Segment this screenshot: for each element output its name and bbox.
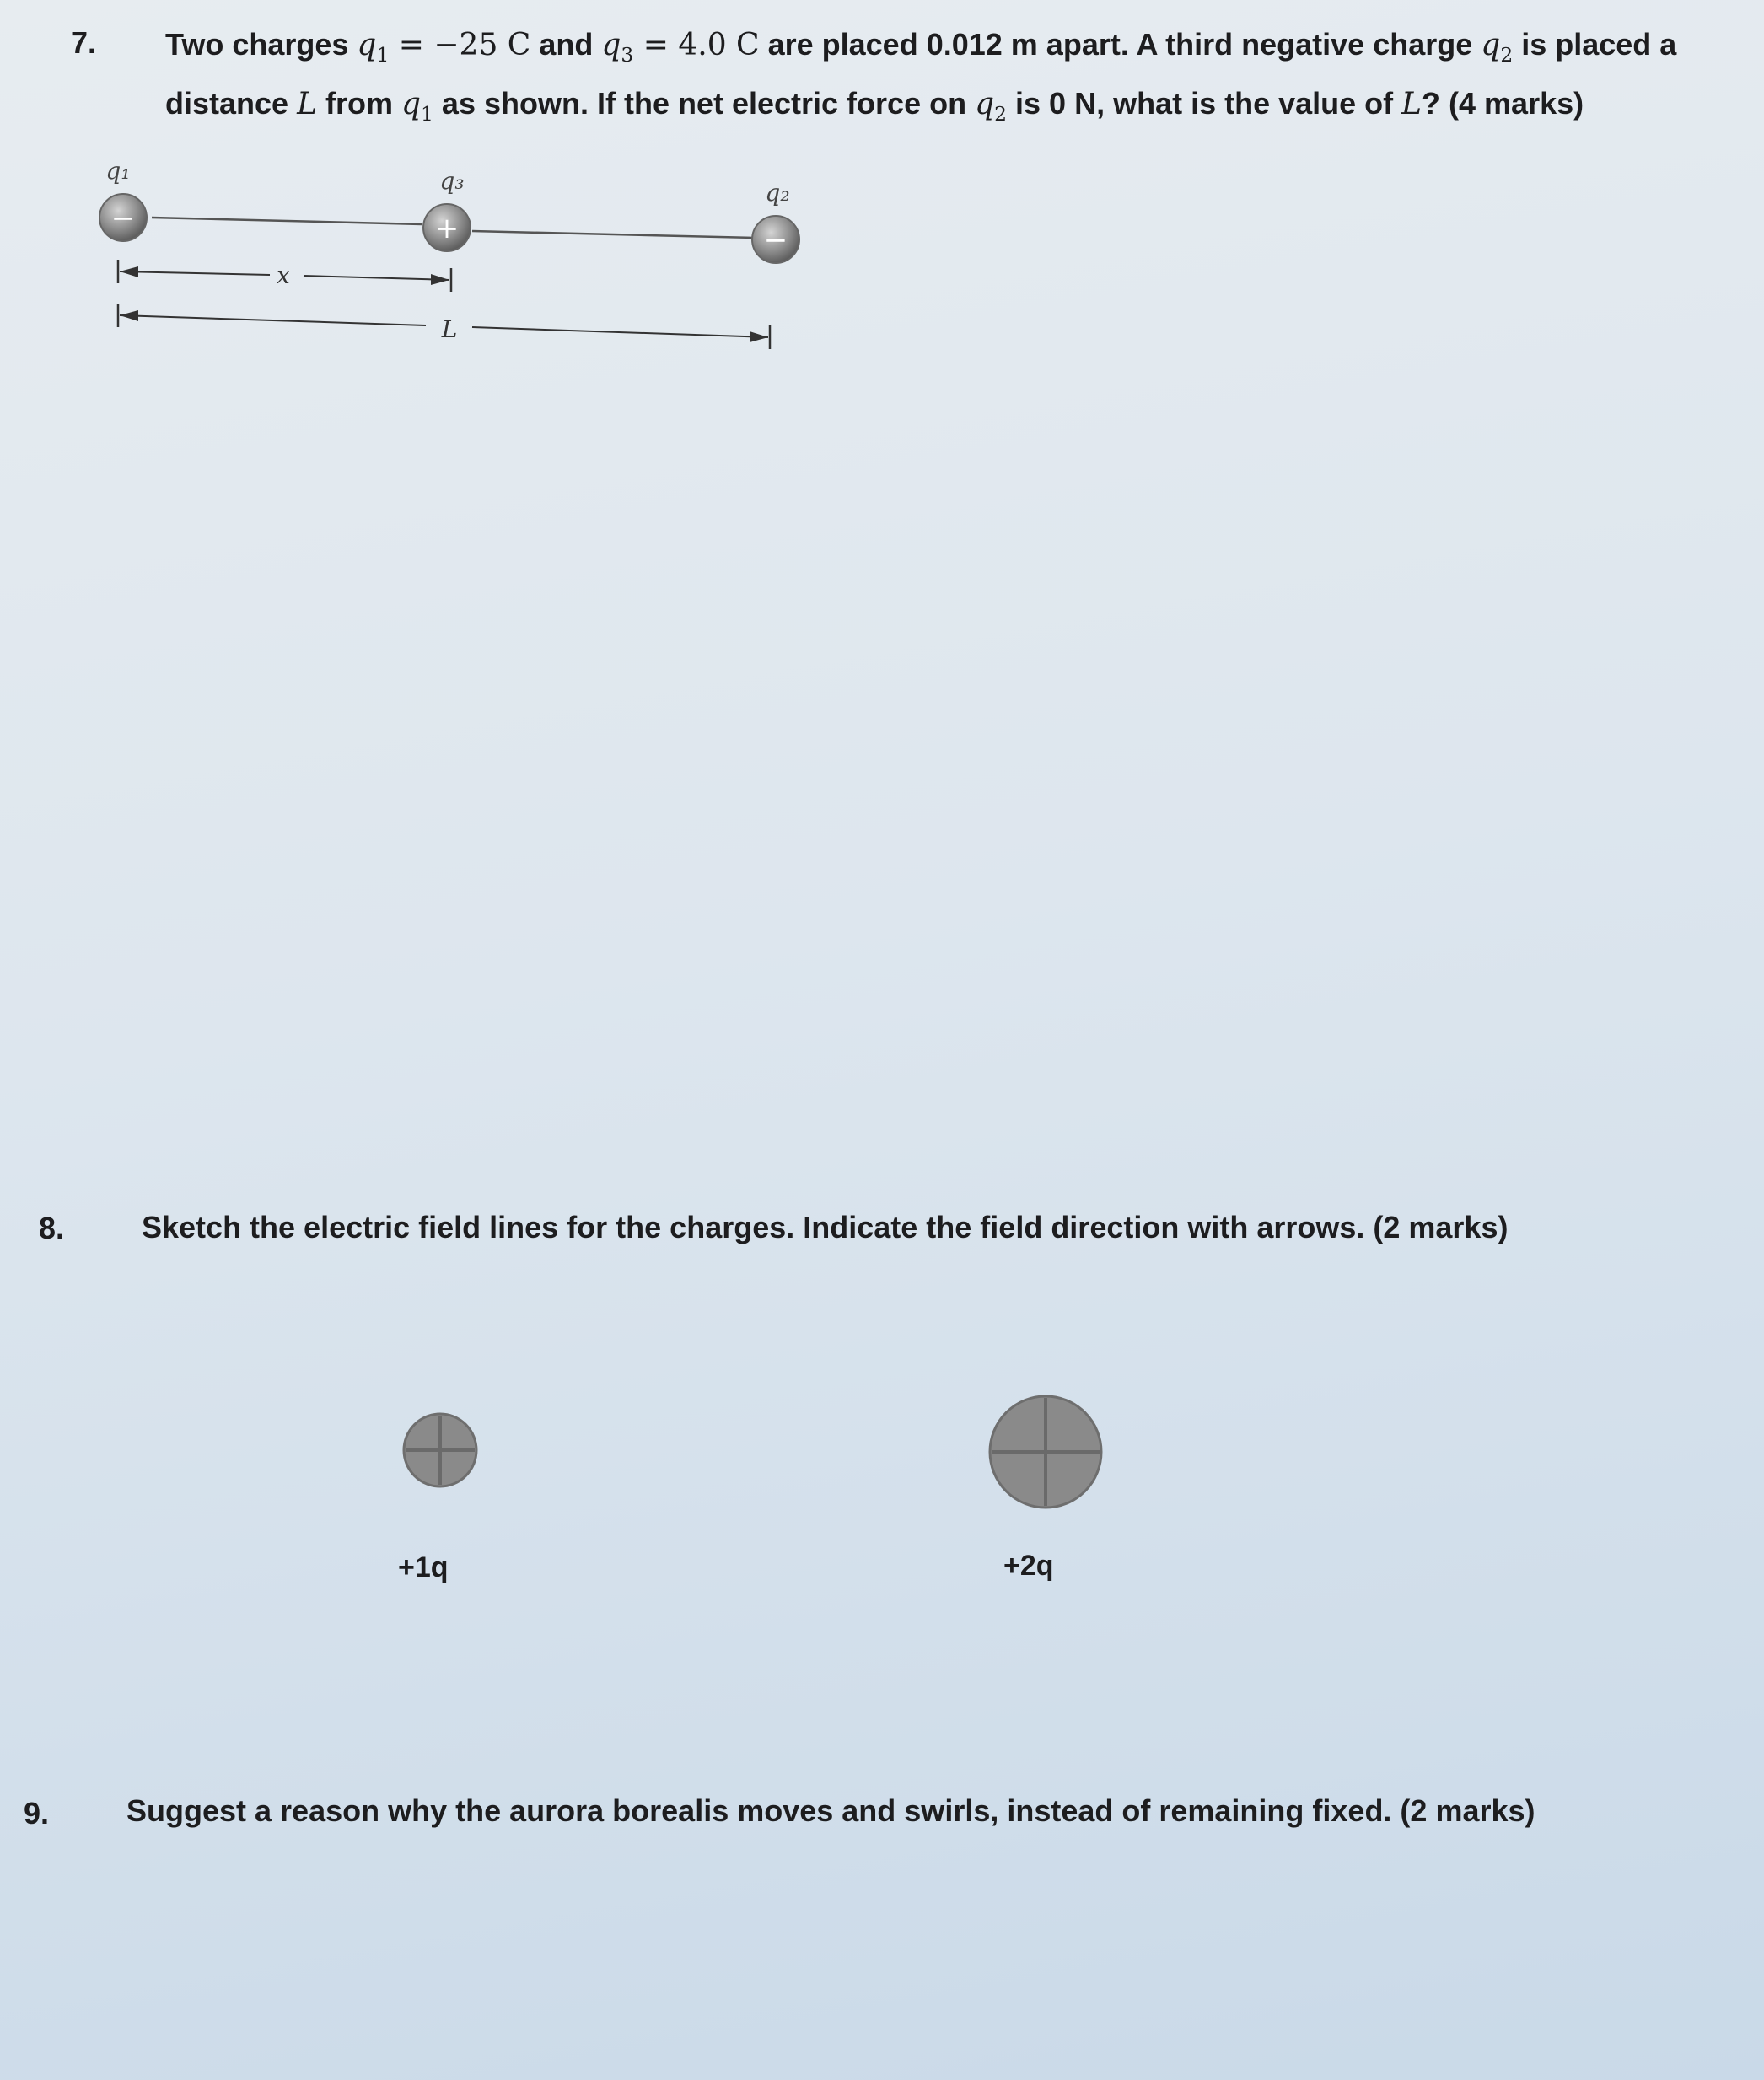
charge-label-plus-2q: +2q: [1003, 1550, 1054, 1582]
charge-line-q1-q3: [152, 218, 422, 224]
charge-plus-2q: [990, 1396, 1101, 1508]
charge-q3-sign: +: [434, 212, 460, 245]
charge-q1-label: q₁: [105, 157, 131, 185]
question-9-number: 9.: [24, 1796, 50, 1830]
charge-q2-label: q₂: [765, 179, 790, 207]
question-7-number: 7.: [71, 25, 97, 60]
question-7-line-2: distance L from $q_1$ as shown. If the net electric force on $q_2$ is 0 N, what is the value of L? (4 marks): [165, 86, 1584, 126]
question-8-text: Sketch the electric field lines for the charges. Indicate the field direction with arrows. (2 marks): [142, 1210, 1509, 1244]
charge-plus-1q: [404, 1414, 476, 1486]
charge-q1-sign: −: [110, 202, 136, 235]
question-9-text: Suggest a reason why the aurora borealis moves and swirls, instead of remaining fixed. (2 marks): [126, 1793, 1535, 1828]
dimension-L: [118, 304, 770, 349]
charge-q2-sign: −: [763, 223, 788, 257]
charge-line-q3-q2: [472, 231, 755, 238]
label-x: x: [277, 261, 290, 289]
question-8-number: 8.: [39, 1211, 65, 1245]
label-L: L: [441, 315, 458, 343]
charge-q3-label: q₃: [439, 167, 465, 195]
charge-label-plus-1q: +1q: [398, 1551, 449, 1583]
question-7-line-1: Two charges $q_1 = -25$ C and $q_3 = 4.0$ C are placed 0.012 m apart. A third negative charge $q_2$ is placed a: [165, 27, 1677, 67]
dimension-x: [118, 260, 451, 292]
